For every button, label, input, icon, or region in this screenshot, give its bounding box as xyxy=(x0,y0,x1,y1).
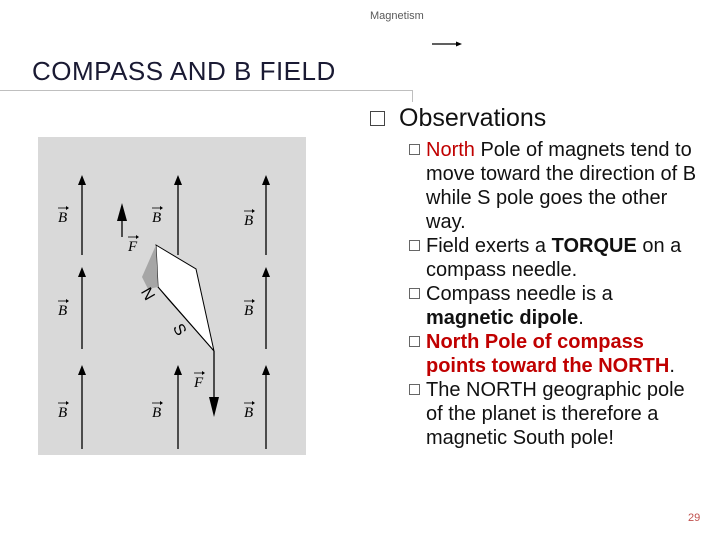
bullet-square-icon xyxy=(409,144,420,155)
field-arrowhead xyxy=(78,175,86,185)
vector-arrowhead xyxy=(66,401,69,405)
observation-text: . xyxy=(578,307,584,329)
field-arrowhead xyxy=(262,175,270,185)
header-arrow-icon xyxy=(432,40,462,48)
observations-label: Observations xyxy=(399,104,547,132)
vector-label: B xyxy=(58,210,68,226)
observation-item xyxy=(412,330,697,378)
observation-item xyxy=(412,282,697,330)
vector-arrowhead xyxy=(136,235,139,239)
vector-arrowhead xyxy=(252,209,255,213)
observation-text: North Pole of compass points toward the NORTH xyxy=(426,331,670,377)
north-pole-label: N xyxy=(137,285,158,304)
vector-label: B xyxy=(58,405,68,421)
section-label: Magnetism xyxy=(370,10,424,22)
observation-text: Compass needle is a xyxy=(426,283,613,305)
bullet-square-icon xyxy=(409,240,420,251)
compass-figure xyxy=(38,137,306,455)
observations-list xyxy=(412,138,697,450)
observations-heading xyxy=(370,104,546,133)
vector-label: F xyxy=(128,239,138,255)
vector-label: B xyxy=(58,303,68,319)
vector-label: B xyxy=(244,213,254,229)
vector-arrowhead xyxy=(160,401,163,405)
vector-label: B xyxy=(244,303,254,319)
force-arrowhead-up xyxy=(117,203,127,221)
compass-needle-north xyxy=(156,245,214,351)
slide-title: COMPASS AND B FIELD xyxy=(32,56,336,86)
vector-label: B xyxy=(152,405,162,421)
bullet-square-icon xyxy=(409,288,420,299)
observation-text: Pole of magnets tend to move toward the direction of B while S pole goes the other way. xyxy=(426,139,697,233)
south-pole-label: S xyxy=(169,321,190,339)
bullet-square-icon xyxy=(370,111,385,126)
vector-label: B xyxy=(152,210,162,226)
vector-label: F xyxy=(194,375,204,391)
observation-text: Field exerts a xyxy=(426,235,552,257)
field-arrowhead xyxy=(174,175,182,185)
field-arrowhead xyxy=(262,267,270,277)
vector-arrowhead xyxy=(66,206,69,210)
vector-label: B xyxy=(244,405,254,421)
compass-field-diagram xyxy=(38,137,306,455)
observation-text: . xyxy=(669,355,675,377)
field-arrowhead xyxy=(78,267,86,277)
vector-arrowhead xyxy=(252,401,255,405)
observation-text: North xyxy=(426,139,475,161)
title-divider xyxy=(0,90,412,91)
title-divider-tick xyxy=(412,90,413,102)
compass-needle-shade xyxy=(142,245,158,289)
observation-item xyxy=(412,234,697,282)
observation-text: The NORTH geographic pole of the planet is therefore a magnetic South pole! xyxy=(426,379,685,449)
vector-arrowhead xyxy=(160,206,163,210)
vector-arrowhead xyxy=(66,299,69,303)
field-arrowhead xyxy=(174,365,182,375)
observation-item xyxy=(412,378,697,450)
vector-arrowhead xyxy=(252,299,255,303)
bullet-square-icon xyxy=(409,336,420,347)
bullet-square-icon xyxy=(409,384,420,395)
observation-text: TORQUE xyxy=(551,235,637,257)
observation-text: on a compass needle. xyxy=(426,235,682,281)
vector-arrowhead xyxy=(202,371,205,375)
page-number: 29 xyxy=(688,512,701,524)
force-arrowhead-down xyxy=(209,397,219,417)
field-arrowhead xyxy=(262,365,270,375)
observation-text: magnetic dipole xyxy=(426,307,579,329)
observation-item xyxy=(412,138,697,234)
field-arrowhead xyxy=(78,365,86,375)
